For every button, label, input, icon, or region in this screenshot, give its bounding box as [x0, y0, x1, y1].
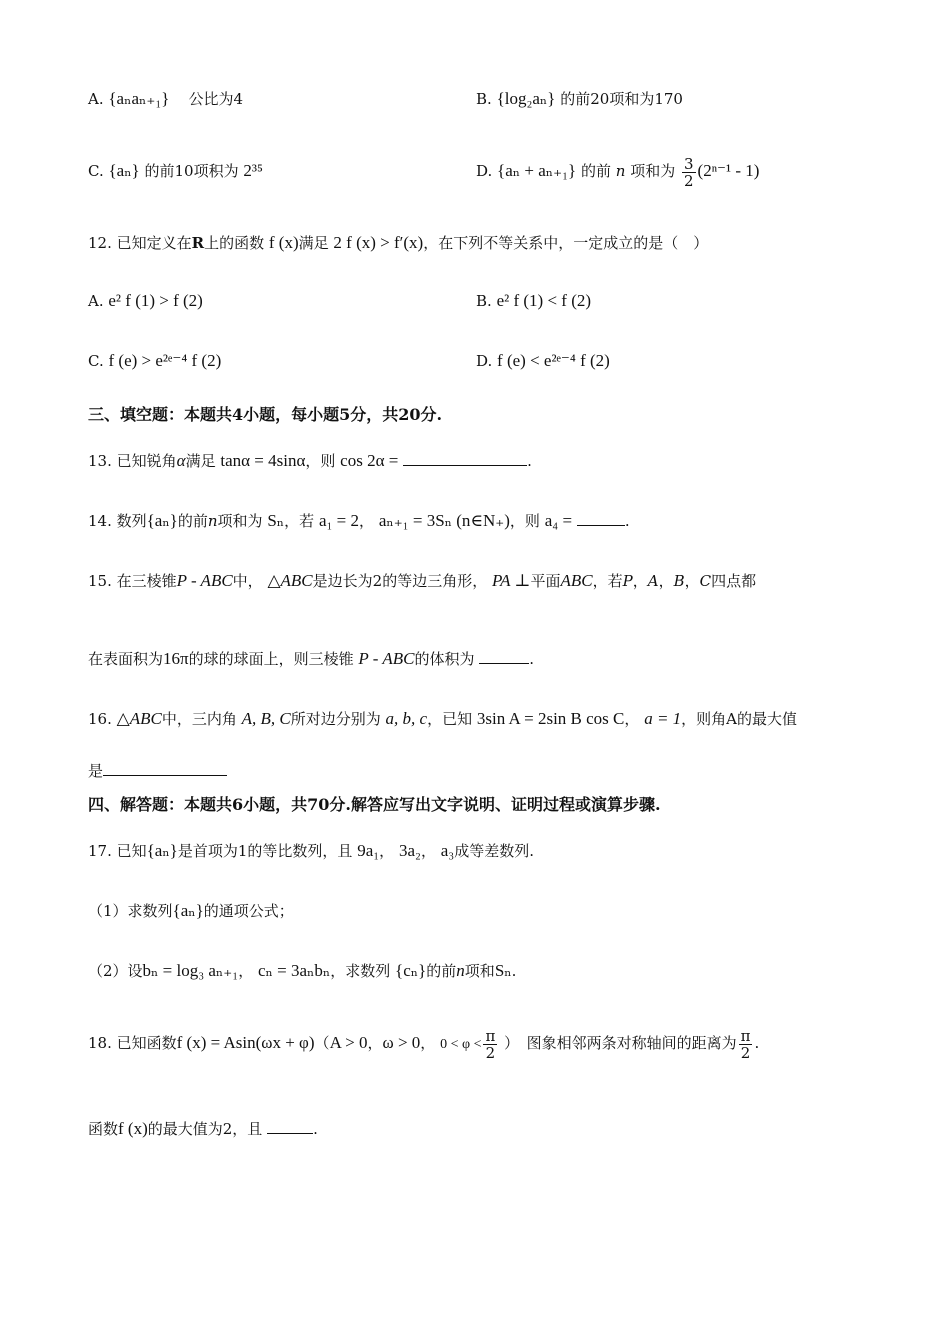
q12-option-d: D. f (e) < e²ᵉ⁻⁴ f (2)	[476, 351, 610, 370]
q11-b-math: {log₂aₙ}	[496, 89, 556, 108]
q11-option-c: C. {aₙ} 的前10项积为 2³⁵	[88, 161, 263, 180]
q12-option-a: A. e² f (1) > f (2)	[88, 291, 203, 310]
q11-option-b: B. {log₂aₙ} 的前20项和为170	[476, 89, 683, 108]
q15-answer-blank[interactable]	[479, 649, 529, 664]
q13: 13. 已知锐角α满足 tanα = 4sinα，则 cos 2α = .	[88, 451, 532, 470]
q14-answer-blank[interactable]	[577, 511, 625, 526]
q17-stem: 17. 已知{aₙ}是首项为1的等比数列，且 9a₁， 3a₂， a₃成等差数列.	[88, 841, 535, 860]
q12-option-b: B. e² f (1) < f (2)	[476, 291, 592, 310]
section-4-heading: 四、解答题：本题共6小题，共70分.解答应写出文字说明、证明过程或演算步骤.	[88, 795, 661, 814]
q12-stem: 12. 已知定义在R上的函数 f (x)满足 2 f (x) > f′(x)，在下列不等关系中，一定成立的是（ ）	[88, 233, 709, 252]
q16-answer-blank[interactable]	[103, 761, 227, 776]
q11-option-d: D. {aₙ + aₙ₊₁} 的前 n 项和为 $\frac{3}{2}$ (2ⁿ⁻¹ - 1)	[476, 154, 760, 190]
q18-line-1: 18. 已知函数f (x) = Asin(ωx + φ)（A > 0，ω > 0， 0 < φ < $\frac{\pi}{2}$ ） 图象相邻两条对称轴间的距离为 $\frac{\pi}{2}$ .	[88, 1026, 760, 1062]
q16-line-2: 是	[88, 760, 227, 782]
q18-line-2: 函数f (x)的最大值为2，且 .	[88, 1119, 318, 1138]
q16-line-1: 16. △ABC中，三内角 A, B, C所对边分别为 a, b, c，已知 3sin A = 2sin B cos C， a = 1，则角A的最大值	[88, 709, 798, 728]
q11-option-a: A. {aₙaₙ₊₁} 公比为4	[88, 89, 244, 108]
q11-a-math: {aₙaₙ₊₁}	[108, 89, 170, 108]
q18-answer-blank[interactable]	[267, 1119, 313, 1134]
q15-line-1: 15. 在三棱锥P - ABC中， △ABC是边长为2的等边三角形， PA ⊥平面ABC，若P，A，B，C四点都	[88, 571, 757, 590]
q15-line-2: 在表面积为16π的球的球面上，则三棱锥 P - ABC的体积为 .	[88, 649, 535, 668]
q17-part-2: （2）设bₙ = log₃ aₙ₊₁， cₙ = 3aₙbₙ，求数列 {cₙ}的前n项和Sₙ.	[88, 961, 517, 980]
q13-answer-blank[interactable]	[403, 451, 527, 466]
q12-option-c: C. f (e) > e²ᵉ⁻⁴ f (2)	[88, 351, 222, 370]
q17-part-1: （1）求数列{aₙ}的通项公式；	[88, 901, 294, 920]
section-3-heading: 三、填空题：本题共4小题，每小题5分，共20分.	[88, 405, 443, 424]
q14: 14. 数列{aₙ}的前n项和为 Sₙ，若 a₁ = 2， aₙ₊₁ = 3Sₙ (n∈N₊)，则 a₄ = .	[88, 511, 630, 530]
